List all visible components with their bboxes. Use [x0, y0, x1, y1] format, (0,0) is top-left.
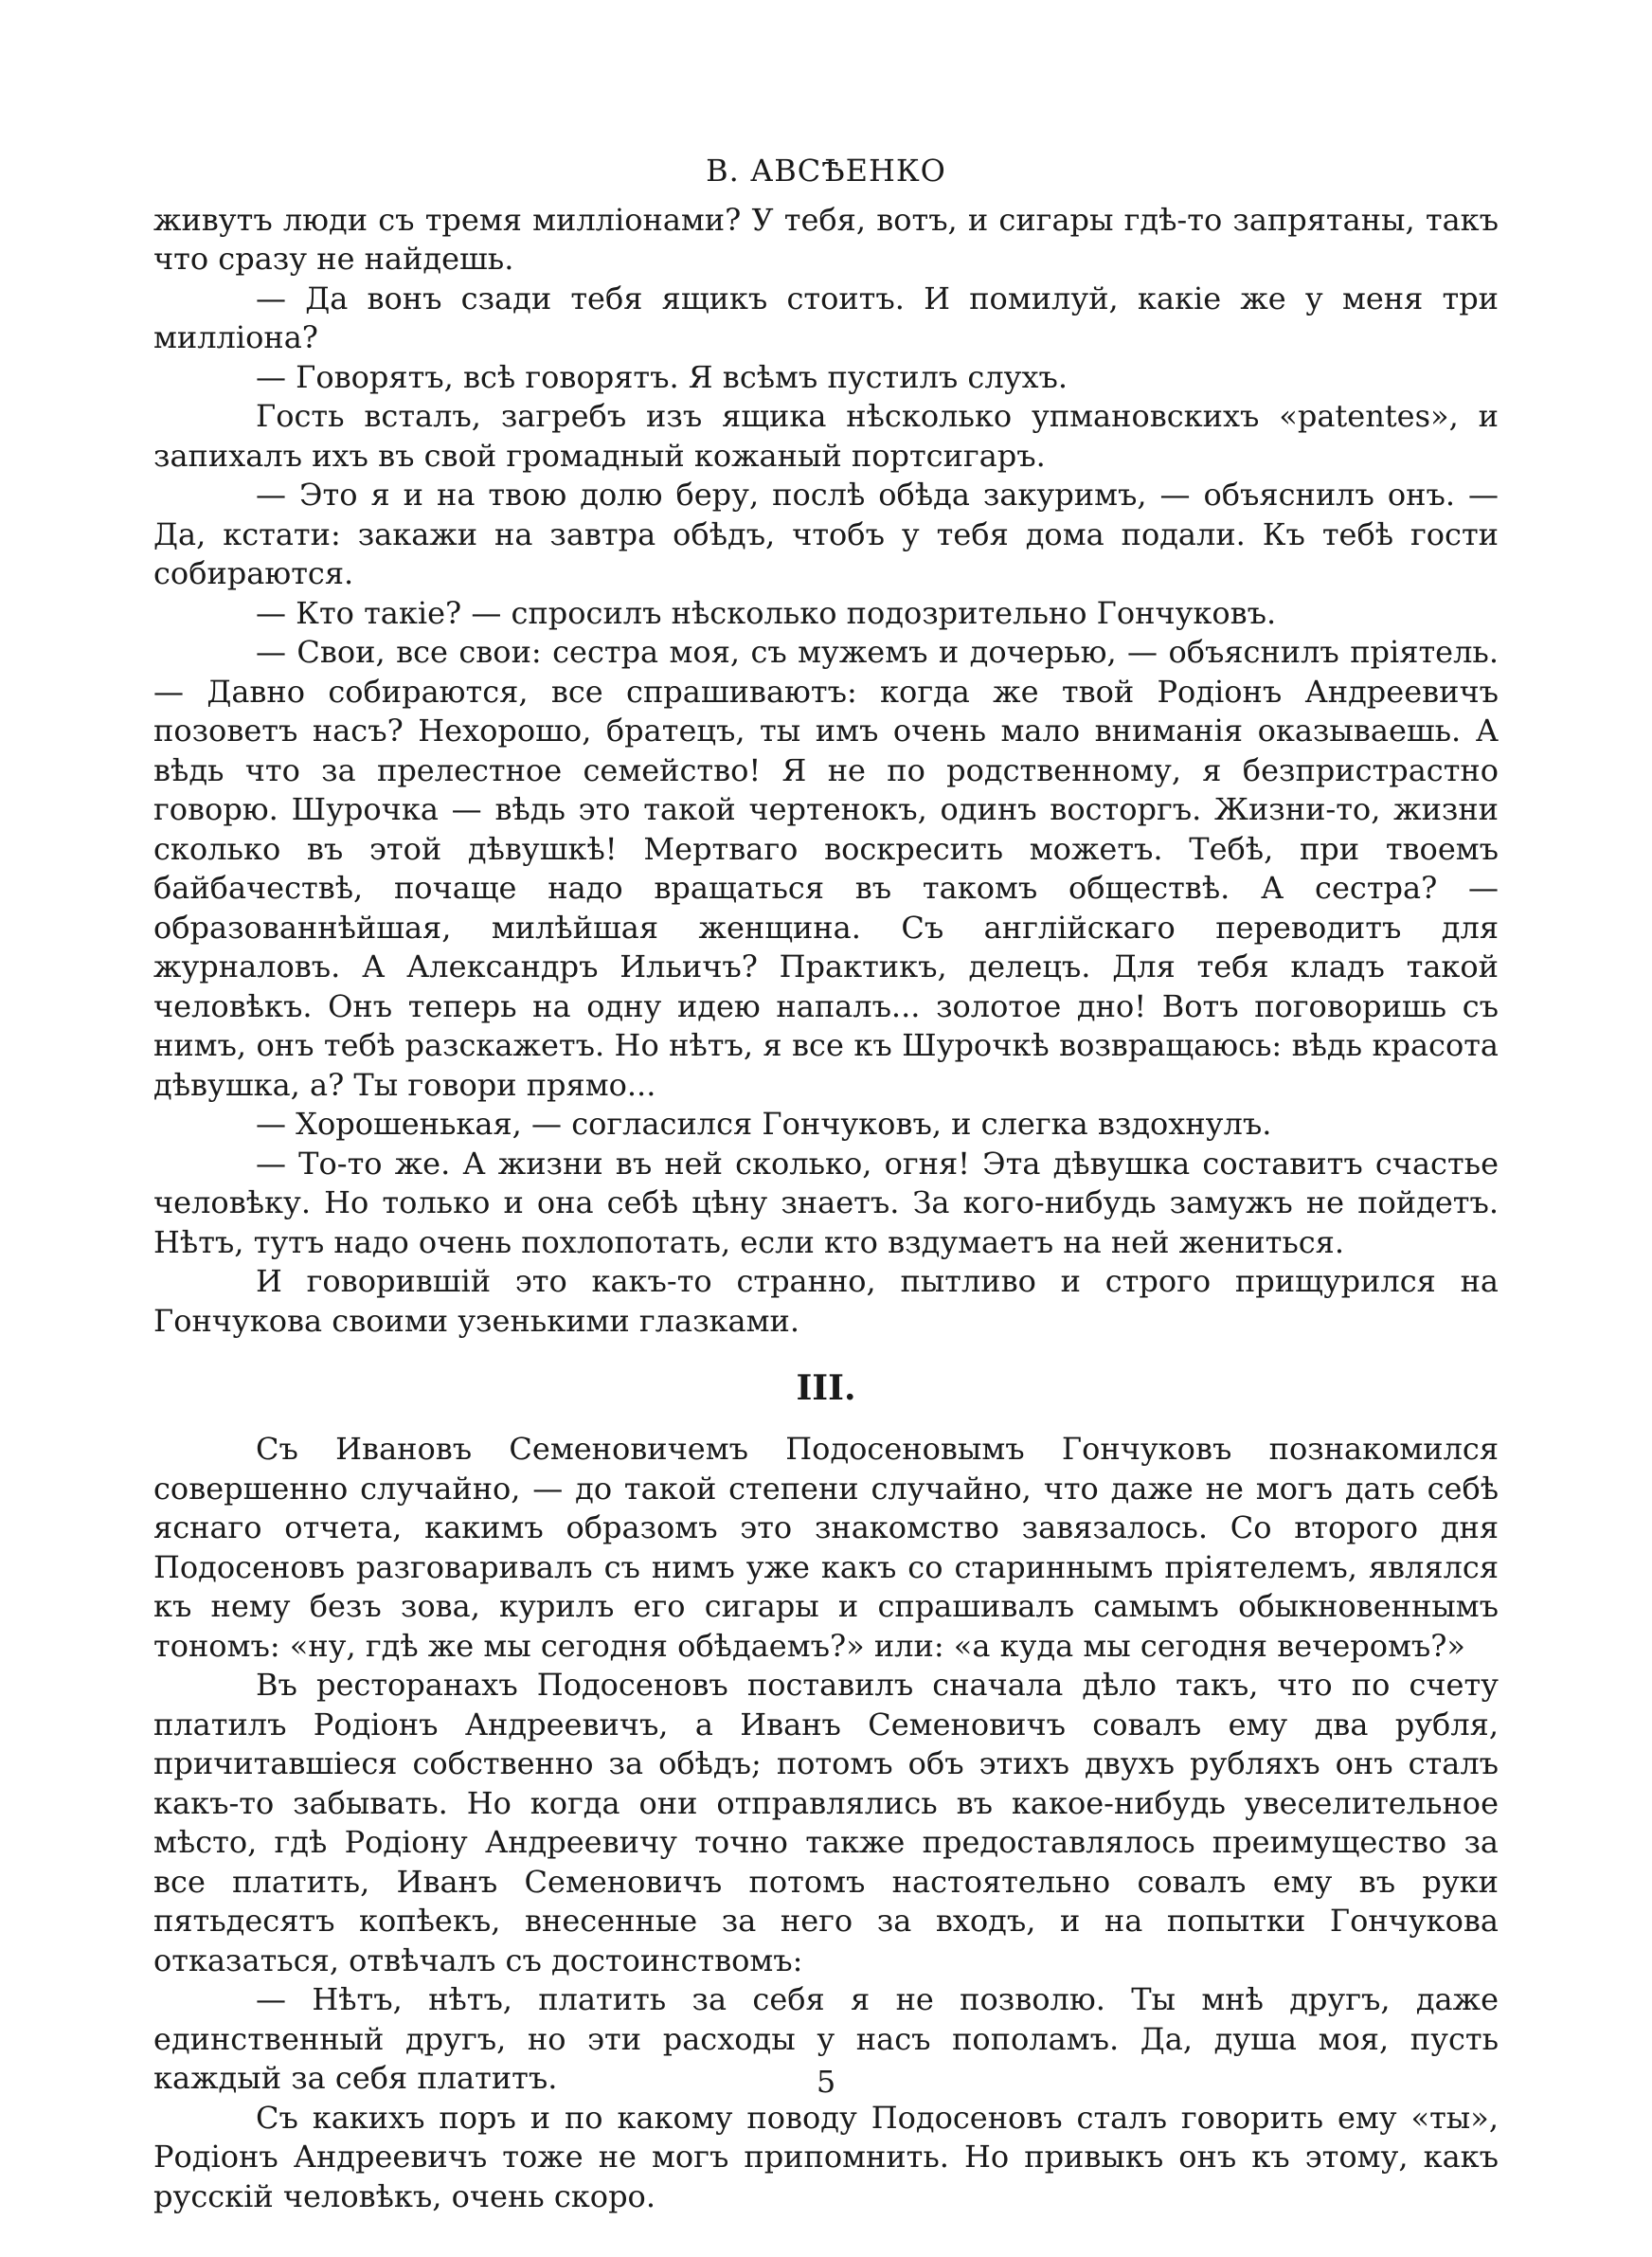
paragraph: — Свои, все свои: сестра моя, съ мужемъ и дочерью, — объяснилъ пріятель. — Давно собираются, все спрашиваютъ: когда же твой Родіонъ Андреевичъ позоветъ насъ? Нехорошо, братецъ, ты имъ очень мало вниманія оказываешь. А вѣдь что за прелестное семейство! Я не по родственному, я безпристрастно говорю. Шурочка — вѣдь это такой чертенокъ, одинъ восторгъ. Жизни-то, жизни сколько въ этой дѣвушкѣ! Мертваго воскресить можетъ. Тебѣ, при твоемъ байбачествѣ, почаще надо вращаться въ такомъ обществѣ. А сестра? — образованнѣйшая, милѣйшая женщина. Съ англійскаго переводитъ для журналовъ. А Александръ Ильичъ? Практикъ, делецъ. Для тебя кладъ такой человѣкъ. Онъ теперь на одну идею напалъ... золотое дно! Вотъ поговоришь съ нимъ, онъ тебѣ разскажетъ. Но нѣтъ, я все къ Шурочкѣ возвращаюсь: вѣдь красота дѣвушка, а? Ты говори прямо...: [153, 634, 1499, 1103]
paragraph: Гость всталъ, загребъ изъ ящика нѣсколько упмановскихъ «patentes», и запихалъ ихъ въ свой громадный кожаный портсигаръ.: [153, 398, 1499, 474]
paragraph: — Да вонъ сзади тебя ящикъ стоитъ. И помилуй, какіе же у меня три милліона?: [153, 280, 1499, 355]
section-heading: III.: [796, 1368, 856, 1408]
paragraph: Въ ресторанахъ Подосеновъ поставилъ сначала дѣло такъ, что по счету платилъ Родіонъ Андреевичъ, а Иванъ Семеновичъ совалъ ему два рубля, причитавшіеся собственно за обѣдъ; потомъ объ этихъ двухъ рубляхъ онъ сталъ какъ-то забывать. Но когда они отправлялись въ какое-нибудь увеселительное мѣсто, гдѣ Родіону Андреевичу точно также предоставлялось преимущество за все платить, Иванъ Семеновичъ потомъ настоятельно совалъ ему въ руки пятьдесятъ копѣекъ, внесенные за него за входъ, и на попытки Гончукова отказаться, отвѣчалъ съ достоинствомъ:: [153, 1667, 1499, 1978]
text-body-part-1: [153, 201, 1499, 1342]
paragraph: — Говорятъ, всѣ говорятъ. Я всѣмъ пустилъ слухъ.: [256, 358, 1068, 395]
paragraph: — Кто такіе? — спросилъ нѣсколько подозрительно Гончуковъ.: [256, 594, 1277, 631]
paragraph: — То-то же. А жизни въ ней сколько, огня! Эта дѣвушка составитъ счастье человѣку. Но только и она себѣ цѣну знаетъ. За кого-нибудь замужъ не пойдетъ. Нѣтъ, тутъ надо очень похлопотать, если кто вздумаетъ на ней жениться.: [153, 1145, 1499, 1260]
page-number: 5: [816, 2064, 836, 2100]
paragraph: — Это я и на твою долю беру, послѣ обѣда закуримъ, — объяснилъ онъ. — Да, кстати: закажи на завтра обѣдъ, чтобъ у тебя дома подали. Къ тебѣ гости собираются.: [153, 477, 1499, 591]
book-page: [153, 152, 1499, 2216]
paragraph: Съ Ивановъ Семеновичемъ Подосеновымъ Гончуковъ познакомился совершенно случайно, — до такой степени случайно, что даже не могъ дать себѣ яснаго отчета, какимъ образомъ это знакомство завязалось. Со второго дня Подосеновъ разговаривалъ съ нимъ уже какъ со стариннымъ пріятелемъ, являлся къ нему безъ зова, курилъ его сигары и спрашивалъ самымъ обыкновеннымъ тономъ: «ну, гдѣ же мы сегодня обѣдаемъ?» или: «а куда мы сегодня вечеромъ?»: [153, 1431, 1499, 1664]
running-title: В. АВСѢЕНКО: [706, 153, 946, 189]
paragraph: И говорившій это какъ-то странно, пытливо и строго прищурился на Гончукова своими узенькими глазками.: [153, 1263, 1499, 1339]
paragraph: — Хорошенькая, — согласился Гончуковъ, и слегка вздохнулъ.: [256, 1106, 1272, 1142]
paragraph: живутъ люди съ тремя милліонами? У тебя, вотъ, и сигары гдѣ-то запрятаны, такъ что сразу не найдешь.: [153, 201, 1499, 277]
paragraph: — Нѣтъ, нѣтъ, платить за себя я не позволю. Ты мнѣ другъ, даже единственный другъ, но эти расходы у насъ пополамъ. Да, душа моя, пусть каждый за себя платитъ.: [153, 1981, 1499, 2096]
paragraph: Съ какихъ поръ и по какому поводу Подосеновъ сталъ говорить ему «ты», Родіонъ Андреевичъ тоже не могъ припомнить. Но привыкъ онъ къ этому, какъ русскій человѣкъ, очень скоро.: [153, 2099, 1499, 2214]
